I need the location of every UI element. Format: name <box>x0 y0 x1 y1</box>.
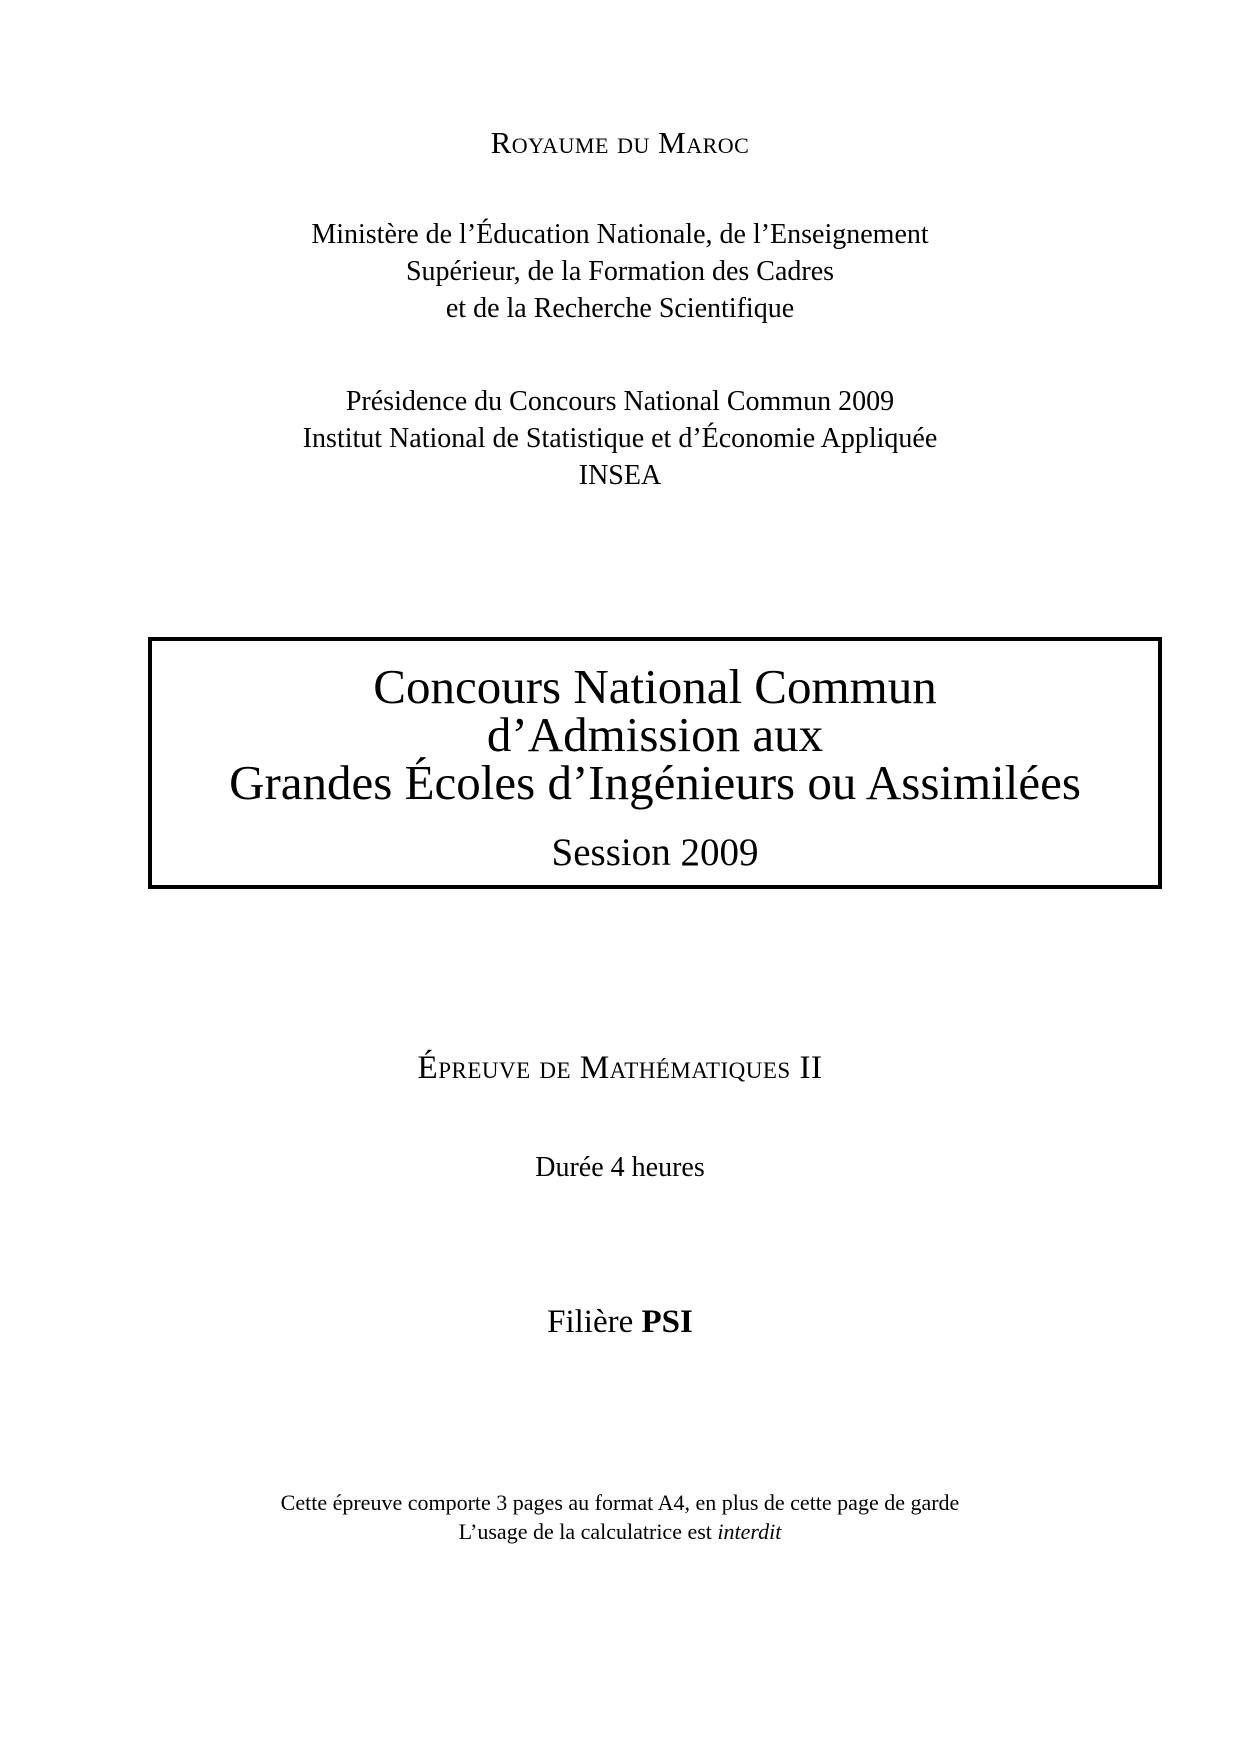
exam-name: Épreuve de Mathématiques II <box>417 1050 823 1086</box>
exam-duration: Durée 4 heures <box>535 1152 705 1183</box>
title-box <box>148 637 1162 889</box>
calculator-note-text: L’usage de la calculatrice est <box>458 1519 712 1544</box>
filiere <box>0 1302 1240 1342</box>
presidency-block <box>0 383 1240 494</box>
contest-title-line: Grandes Écoles d’Ingénieurs ou Assimilées <box>229 755 1081 810</box>
institute-acronym: INSEA <box>578 460 662 491</box>
ministry-block <box>0 216 1240 327</box>
contest-title-line: d’Admission aux <box>486 707 824 762</box>
institute-line: Institut National de Statistique et d’Économie Appliquée <box>302 423 938 454</box>
filiere-value: PSI <box>641 1304 693 1340</box>
country-heading: Royaume du Maroc <box>490 125 750 160</box>
calculator-note-emphasis: interdit <box>717 1519 782 1544</box>
presidency-line: Présidence du Concours National Commun 2009 <box>345 386 895 417</box>
pages-note: Cette épreuve comporte 3 pages au format A4, en plus de cette page de garde <box>280 1490 960 1515</box>
calculator-note <box>0 1517 1240 1546</box>
ministry-line: et de la Recherche Scientifique <box>445 293 795 324</box>
exam-notes <box>0 1488 1240 1546</box>
ministry-line: Ministère de l’Éducation Nationale, de l’Enseignement <box>311 219 929 250</box>
filiere-label: Filière <box>547 1304 634 1340</box>
session-label: Session 2009 <box>551 831 759 874</box>
ministry-line: Supérieur, de la Formation des Cadres <box>405 256 835 287</box>
contest-title <box>152 659 1158 810</box>
contest-title-line: Concours National Commun <box>373 659 937 714</box>
